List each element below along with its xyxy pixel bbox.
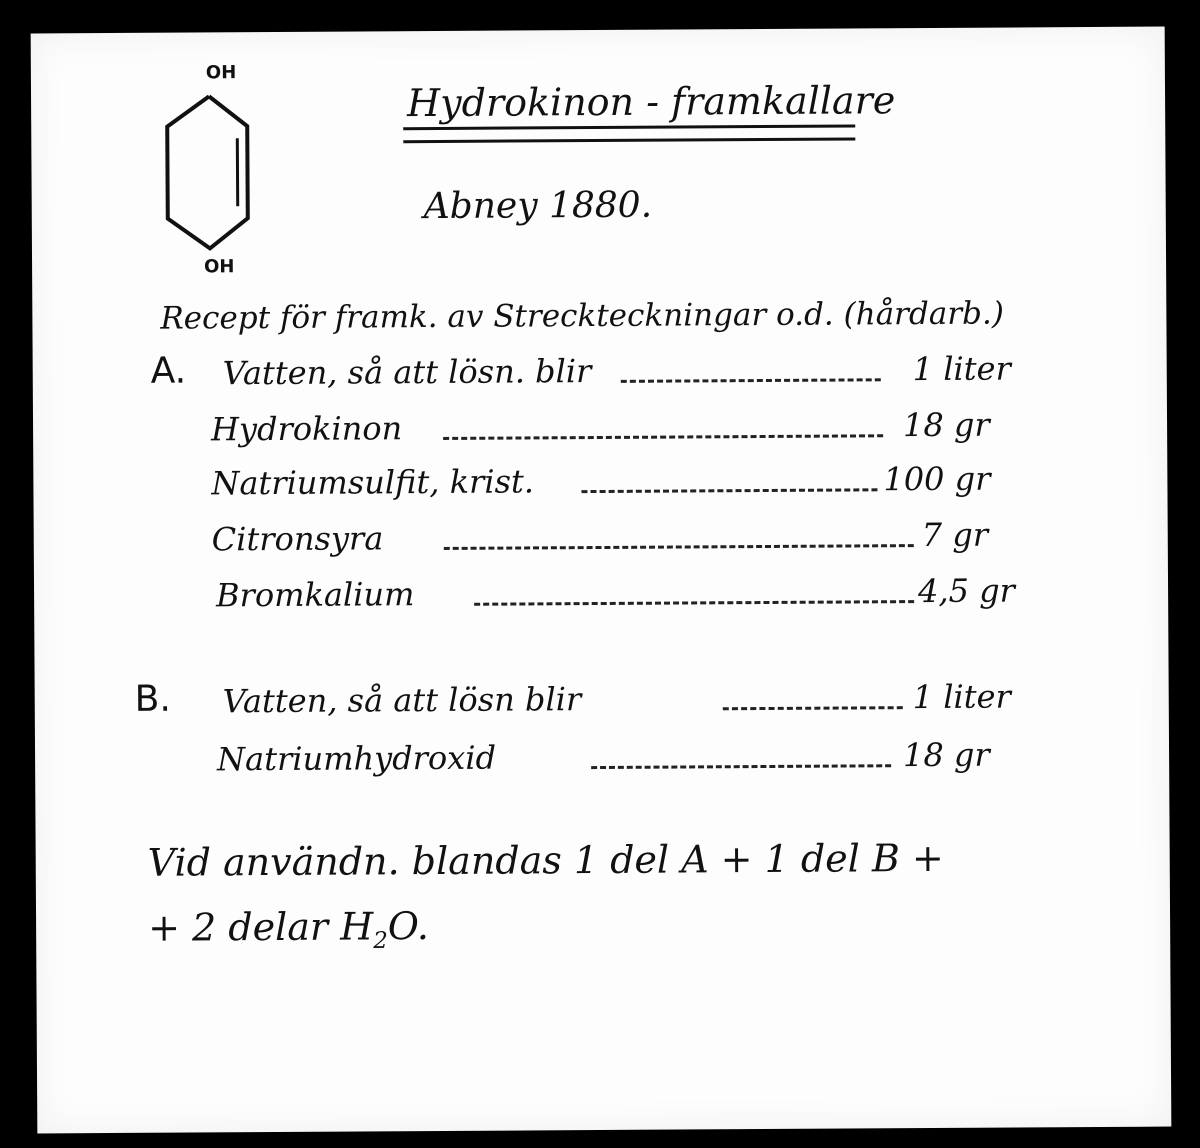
section-a-letter: A.: [150, 350, 187, 392]
ingredient-name: Natriumhydroxid: [216, 738, 497, 779]
oh-bottom-label: OH: [204, 256, 235, 278]
ingredient-name: Vatten, så att lösn. blir: [222, 352, 592, 393]
recipe-intro: Recept för framk. av Streckteckningar o.d. (hårdarb.): [160, 295, 1004, 337]
page-title: Hydrokinon - framkallare: [406, 78, 896, 126]
usage-instruction-line-2: [148, 904, 429, 955]
section-b-letter: B.: [134, 678, 171, 720]
leader-dashes: [443, 434, 883, 440]
ingredient-row: [34, 571, 1168, 628]
leader-dashes: [723, 706, 903, 710]
leader-dashes: [581, 488, 877, 493]
ingredient-name: Vatten, så att lösn blir: [222, 680, 582, 721]
ingredient-amount: 18 gr: [902, 735, 990, 775]
ingredient-row: [35, 735, 1169, 792]
leader-dashes: [444, 544, 914, 550]
title-double-underline: [403, 124, 855, 143]
ingredient-row: [35, 677, 1169, 734]
ingredient-name: Natriumsulfit, krist.: [211, 462, 535, 503]
ingredient-row: [33, 459, 1167, 516]
leader-dashes: [474, 600, 914, 606]
oh-top-label: OH: [205, 62, 237, 84]
hydroquinone-structure: [151, 60, 272, 281]
ingredient-row: [33, 405, 1167, 462]
ingredient-amount: 1 liter: [912, 349, 1011, 389]
ingredient-amount: 4,5 gr: [917, 571, 1016, 611]
usage-line-2-prefix: + 2 delar H: [147, 904, 374, 950]
ingredient-amount: 100 gr: [883, 459, 991, 499]
ingredient-amount: 1 liter: [912, 677, 1011, 717]
usage-line-2-suffix: O.: [387, 904, 429, 949]
subtitle: Abney 1880.: [423, 184, 653, 228]
ingredient-name: Hydrokinon: [210, 409, 403, 449]
ingredient-amount: 7 gr: [921, 515, 989, 555]
leader-dashes: [621, 378, 881, 383]
leader-dashes: [591, 764, 891, 769]
recipe-card: [31, 27, 1172, 1134]
ingredient-name: Bromkalium: [215, 575, 415, 615]
usage-instruction-line-1: Vid användn. blandas 1 del A + 1 del B +: [147, 835, 944, 885]
ingredient-amount: 18 gr: [902, 405, 990, 445]
ingredient-row: [33, 349, 1167, 406]
water-subscript: 2: [373, 927, 388, 954]
ingredient-row: [34, 515, 1168, 572]
ingredient-name: Citronsyra: [211, 519, 384, 559]
